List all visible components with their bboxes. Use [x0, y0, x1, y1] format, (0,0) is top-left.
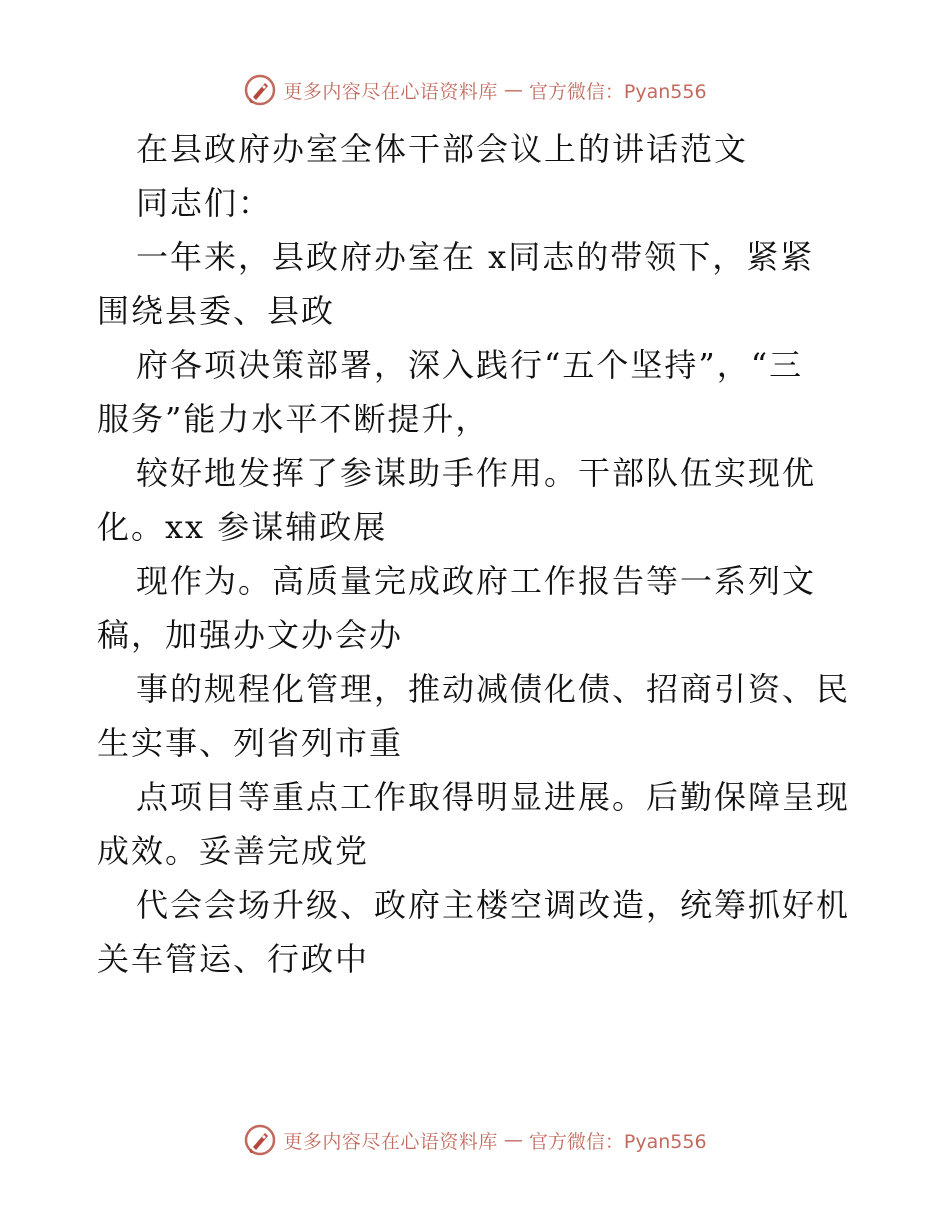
footer-wechat-text: 官方微信：Pyan556: [528, 1130, 707, 1153]
footer-separator: —: [503, 1129, 523, 1151]
header-site-text: 更多内容尽在心语资料库: [283, 80, 498, 103]
pen-nib-logo-icon: [243, 1123, 277, 1157]
footer-site-text: 更多内容尽在心语资料库: [283, 1130, 498, 1153]
document-body: [97, 122, 857, 986]
header-wechat-text: 官方微信：Pyan556: [528, 80, 707, 103]
text-line: 较好地发挥了参谋助手作用。干部队伍实现优: [136, 454, 817, 492]
text-line: 点项目等重点工作取得明显进展。后勤保障呈现: [136, 778, 851, 816]
header-separator: —: [503, 79, 523, 101]
text-line: 稿，加强办文办会办: [97, 616, 404, 654]
footer-banner: [0, 1120, 950, 1160]
text-line: 现作为。高质量完成政府工作报告等一系列文: [136, 562, 817, 600]
text-line: 一年来，县政府办室在 x同志的带领下，紧紧: [136, 238, 815, 276]
text-line: 成效。妥善完成党: [97, 832, 370, 870]
text-line: 同志们：: [136, 184, 273, 222]
header-banner: [0, 70, 950, 110]
text-line: 化。xx 参谋辅政展: [97, 508, 388, 546]
pen-nib-logo-icon: [243, 73, 277, 107]
text-line: 府各项决策部署，深入践行“五个坚持”，“三: [136, 346, 804, 384]
text-line: 服务”能力水平不断提升，: [97, 400, 490, 438]
text-line: 代会会场升级、政府主楼空调改造，统筹抓好机: [136, 886, 851, 924]
text-line: 生实事、列省列市重: [97, 724, 404, 762]
text-line: 围绕县委、县政: [97, 292, 336, 330]
text-line: 关车管运、行政中: [97, 940, 370, 978]
document-title: 在县政府办室全体干部会议上的讲话范文: [136, 130, 749, 168]
text-line: 事的规程化管理，推动减债化债、招商引资、民: [136, 670, 851, 708]
